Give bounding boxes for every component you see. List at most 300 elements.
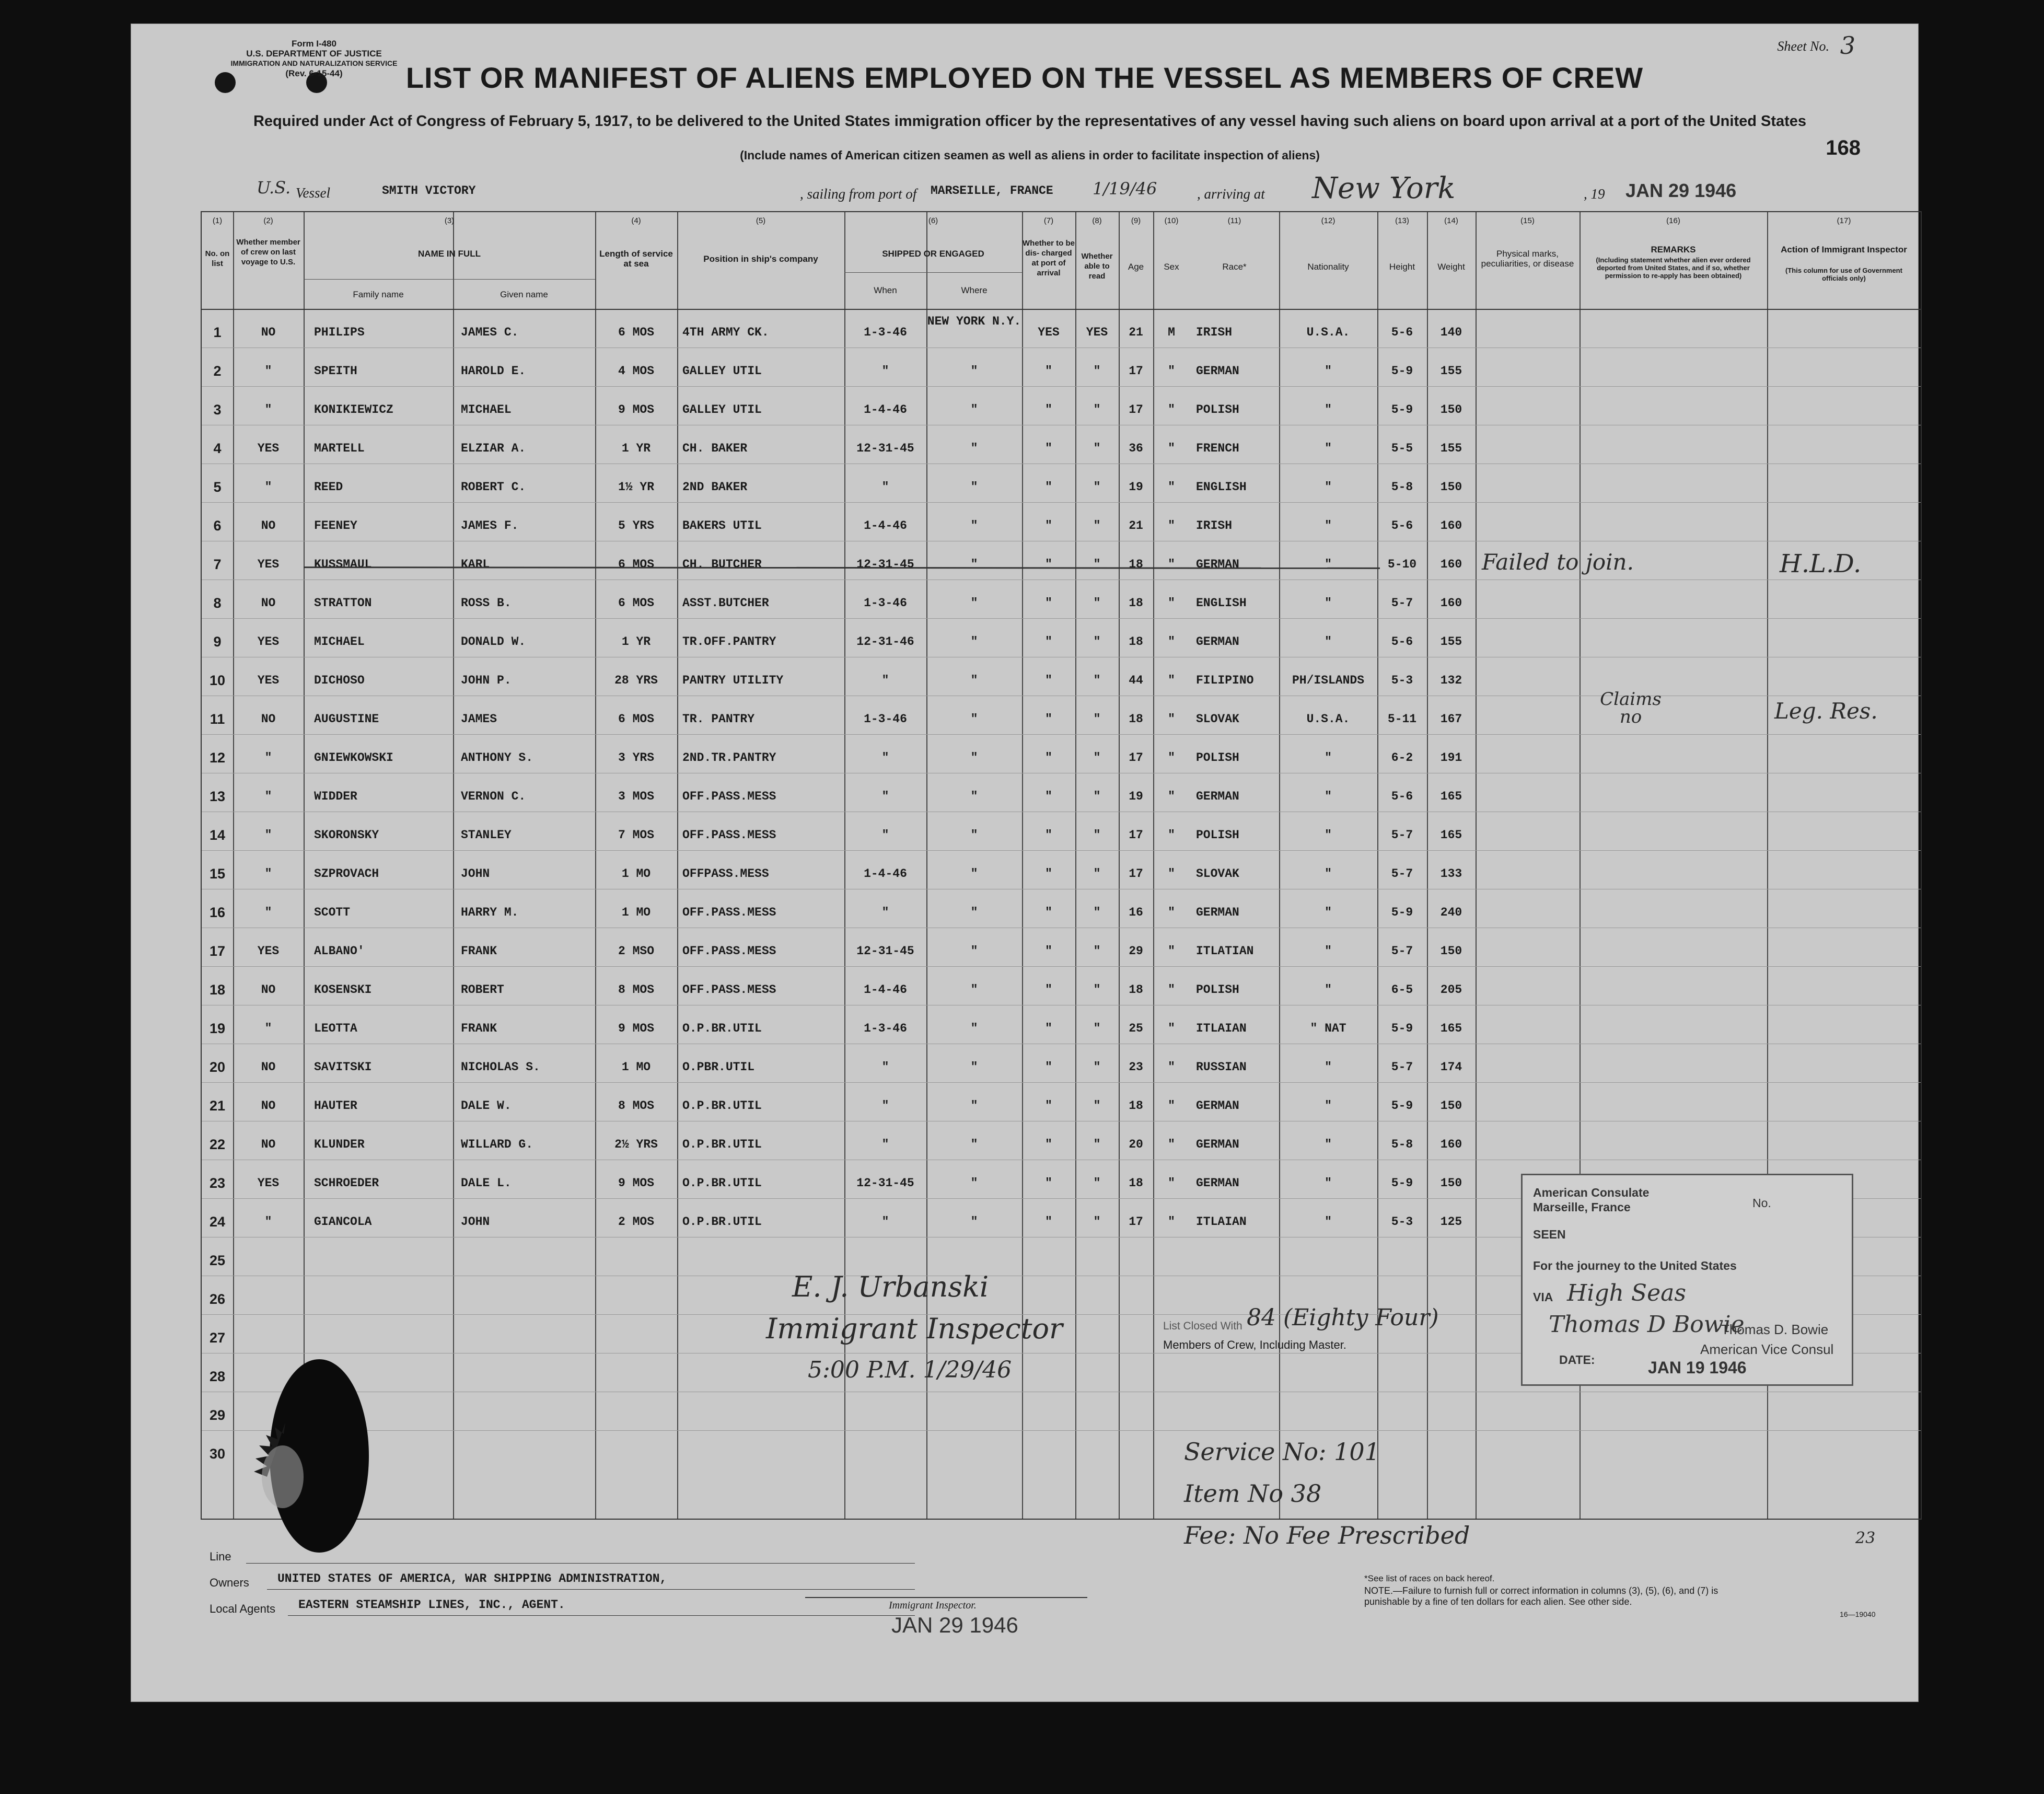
- cell-ht: 5-7: [1391, 867, 1413, 881]
- cell-length: 1 MO: [621, 867, 651, 881]
- cell-race: SLOVAK: [1196, 712, 1239, 726]
- cell-when: ": [881, 480, 889, 494]
- row-number: 16: [209, 905, 226, 920]
- cell-prev: NO: [261, 1099, 276, 1113]
- service: IMMIGRATION AND NATURALIZATION SERVICE: [230, 59, 398, 67]
- cell-read: ": [1093, 712, 1101, 726]
- cell-read: ": [1093, 442, 1101, 455]
- consulate-stamp: [1521, 1174, 1853, 1386]
- cell-prev: YES: [257, 442, 280, 455]
- cell-prev: ": [264, 403, 272, 416]
- cell-age: 19: [1129, 480, 1143, 494]
- inspector-date-stamp: JAN 29 1946: [891, 1613, 1018, 1637]
- row-number: 11: [210, 711, 225, 727]
- cell-wt: 150: [1440, 480, 1462, 494]
- cell-race: GERMAN: [1196, 1138, 1239, 1151]
- sheet-label: Sheet No.: [1777, 39, 1829, 54]
- cell-read: ": [1093, 983, 1101, 997]
- cell-disch: ": [1045, 596, 1052, 610]
- cell-read: ": [1093, 1022, 1101, 1035]
- hdr-position: Position in ship's company: [703, 254, 818, 264]
- vessel-label: Vessel: [296, 185, 330, 201]
- row-number: 4: [213, 441, 222, 456]
- cell-where: ": [970, 983, 978, 997]
- cell-when: ": [881, 906, 889, 919]
- cell-ht: 5-6: [1391, 326, 1413, 339]
- cell-wt: 240: [1440, 906, 1462, 919]
- cell-ht: 5-9: [1391, 403, 1413, 416]
- cell-read: ": [1093, 867, 1101, 881]
- hdr-height: Height: [1389, 262, 1415, 272]
- cell-family: REED: [314, 480, 343, 494]
- cell-ht: 5-8: [1391, 480, 1413, 494]
- cell-given: JAMES C.: [461, 326, 519, 339]
- cell-sex: ": [1168, 867, 1175, 881]
- cell-family: MICHAEL: [314, 635, 365, 649]
- cell-when: 1-3-46: [864, 712, 907, 726]
- cell-race: POLISH: [1196, 403, 1239, 416]
- cell-where: ": [970, 944, 978, 958]
- cell-nat: ": [1325, 828, 1332, 842]
- cell-length: 2 MOS: [618, 1215, 654, 1229]
- cell-read: ": [1093, 751, 1101, 765]
- cell-disch: ": [1045, 635, 1052, 649]
- cell-disch: ": [1045, 1176, 1052, 1190]
- cell-race: GERMAN: [1196, 1099, 1239, 1113]
- cell-ht: 5-9: [1391, 1176, 1413, 1190]
- cell-given: KARL: [461, 558, 490, 571]
- col-num: (12): [1321, 216, 1335, 225]
- row-number: 5: [213, 479, 222, 495]
- cell-sex: ": [1168, 442, 1175, 455]
- row-number: 14: [209, 827, 226, 843]
- col-num: (2): [263, 216, 273, 225]
- cell-where: ": [970, 674, 978, 687]
- cell-length: 9 MOS: [618, 1022, 654, 1035]
- cell-wt: 150: [1440, 403, 1462, 416]
- cell-when: ": [881, 674, 889, 687]
- crew-count: 84 (Eighty Four): [1247, 1304, 1439, 1331]
- cell-family: SPEITH: [314, 364, 357, 378]
- form-number: Form I-480: [292, 39, 336, 49]
- cell-ht: 5-9: [1391, 906, 1413, 919]
- cell-sex: ": [1168, 519, 1175, 533]
- cell-given: ROBERT C.: [461, 480, 526, 494]
- cell-ht: 5-7: [1391, 944, 1413, 958]
- cell-given: JOHN: [461, 1215, 490, 1229]
- cell-given: HARRY M.: [461, 906, 519, 919]
- cell-position: OFF.PASS.MESS: [682, 983, 776, 997]
- cell-ht: 5-10: [1387, 558, 1417, 571]
- cell-when: 1-4-46: [864, 403, 907, 416]
- cell-family: AUGUSTINE: [314, 712, 379, 726]
- cell-family: SZPROVACH: [314, 867, 379, 881]
- hdr-given-name: Given name: [500, 290, 548, 299]
- vessel-name: SMITH VICTORY: [382, 184, 476, 198]
- cell-ht: 5-11: [1387, 712, 1417, 726]
- revision: (Rev. 6-15-44): [285, 68, 343, 78]
- col-num: (8): [1092, 216, 1102, 225]
- cell-sex: ": [1168, 751, 1175, 765]
- cell-sex: ": [1168, 1176, 1175, 1190]
- cell-race: GERMAN: [1196, 558, 1239, 571]
- cell-nat: U.S.A.: [1306, 712, 1350, 726]
- cell-race: GERMAN: [1196, 635, 1239, 649]
- cell-prev: ": [264, 828, 272, 842]
- cell-when: ": [881, 364, 889, 378]
- cell-age: 18: [1129, 596, 1143, 610]
- row-number: 24: [209, 1214, 226, 1230]
- cell-when: 12-31-45: [856, 1176, 914, 1190]
- cell-read: ": [1093, 828, 1101, 842]
- cell-length: 3 MOS: [618, 790, 654, 803]
- cell-read: ": [1093, 1176, 1101, 1190]
- cell-race: IRISH: [1196, 519, 1233, 533]
- cell-when: 1-3-46: [864, 1022, 907, 1035]
- cell-when: ": [881, 1138, 889, 1151]
- row-number: 21: [209, 1098, 226, 1114]
- cell-given: STANLEY: [461, 828, 512, 842]
- consulate-journey: For the journey to the United States: [1533, 1259, 1737, 1272]
- cell-position: OFF.PASS.MESS: [682, 790, 776, 803]
- hdr-whether-member: Whether member of crew on last voyage to U.S.: [236, 238, 300, 267]
- sailing-label: , sailing from port of: [800, 186, 917, 202]
- cell-disch: ": [1045, 906, 1052, 919]
- cell-given: JAMES F.: [461, 519, 519, 533]
- cell-age: 18: [1129, 1099, 1143, 1113]
- cell-given: DALE L.: [461, 1176, 512, 1190]
- cell-length: 1 MO: [621, 906, 651, 919]
- subnote: (Include names of American citizen seamen as well as aliens in order to facilitate inspection of aliens): [740, 148, 1320, 162]
- cell-age: 17: [1129, 364, 1143, 378]
- cell-family: WIDDER: [314, 790, 357, 803]
- cell-where: ": [970, 867, 978, 881]
- cell-when: ": [881, 1099, 889, 1113]
- cell-sex: ": [1168, 364, 1175, 378]
- cell-read: ": [1093, 403, 1101, 416]
- cell-nat: ": [1325, 558, 1332, 571]
- cell-length: 8 MOS: [618, 983, 654, 997]
- cell-family: KUSSMAUL: [314, 558, 372, 571]
- cell-age: 17: [1129, 1215, 1143, 1229]
- cell-disch: ": [1045, 558, 1052, 571]
- agents-label: Local Agents: [210, 1602, 275, 1615]
- cell-nat: ": [1325, 635, 1332, 649]
- col-num: (17): [1837, 216, 1851, 225]
- form-code: 16—19040: [1840, 1610, 1876, 1618]
- inspector-time: 5:00 P.M. 1/29/46: [808, 1357, 1012, 1383]
- cell-length: 5 YRS: [618, 519, 654, 533]
- cell-wt: 205: [1440, 983, 1462, 997]
- cell-nat: PH/ISLANDS: [1292, 674, 1365, 687]
- cell-where: ": [970, 364, 978, 378]
- us-mark: U.S.: [257, 178, 291, 198]
- arriving-label: , arriving at: [1197, 186, 1265, 202]
- cell-age: 29: [1129, 944, 1143, 958]
- cell-where: ": [970, 906, 978, 919]
- cell-where: NEW YORK N.Y.: [927, 315, 1021, 328]
- fee-note: Fee: No Fee Prescribed: [1184, 1521, 1470, 1549]
- row-number: 30: [209, 1446, 226, 1462]
- cell-length: 3 YRS: [618, 751, 654, 765]
- cell-read: ": [1093, 1215, 1101, 1229]
- cell-ht: 5-9: [1391, 364, 1413, 378]
- cell-given: FRANK: [461, 944, 497, 958]
- cell-length: 2 MSO: [618, 944, 654, 958]
- cell-race: ENGLISH: [1196, 480, 1247, 494]
- row-number: 13: [209, 789, 226, 804]
- cell-nat: ": [1325, 364, 1332, 378]
- cell-age: 17: [1129, 867, 1143, 881]
- cell-age: 18: [1129, 983, 1143, 997]
- cell-sex: ": [1168, 828, 1175, 842]
- cell-age: 17: [1129, 751, 1143, 765]
- cell-position: 2ND BAKER: [682, 480, 748, 494]
- cell-wt: 125: [1440, 1215, 1462, 1229]
- col-num: (7): [1043, 216, 1054, 225]
- cell-disch: ": [1045, 674, 1052, 687]
- claims-note: Claims no: [1600, 689, 1662, 727]
- cell-wt: 167: [1440, 712, 1462, 726]
- cell-disch: ": [1045, 480, 1052, 494]
- cell-prev: NO: [261, 1060, 276, 1074]
- cell-given: ELZIAR A.: [461, 442, 526, 455]
- cell-where: ": [970, 1060, 978, 1074]
- cell-read: ": [1093, 1060, 1101, 1074]
- cell-where: ": [970, 1138, 978, 1151]
- hdr-weight: Weight: [1437, 262, 1465, 272]
- cell-prev: NO: [261, 1138, 276, 1151]
- cell-prev: NO: [261, 326, 276, 339]
- page-number: 168: [1826, 136, 1861, 159]
- cell-disch: ": [1045, 1060, 1052, 1074]
- cell-prev: ": [264, 364, 272, 378]
- cell-family: SCOTT: [314, 906, 351, 919]
- manifest-sheet: [131, 24, 1919, 1702]
- hld-note: H.L.D.: [1780, 549, 1862, 578]
- cell-race: GERMAN: [1196, 364, 1239, 378]
- cell-nat: ": [1325, 442, 1332, 455]
- cell-ht: 5-6: [1391, 790, 1413, 803]
- cell-wt: 150: [1440, 944, 1462, 958]
- cell-read: ": [1093, 1099, 1101, 1113]
- cell-sex: ": [1168, 596, 1175, 610]
- cell-read: ": [1093, 480, 1101, 494]
- cell-race: GERMAN: [1196, 906, 1239, 919]
- cell-sex: ": [1168, 1138, 1175, 1151]
- cell-wt: 150: [1440, 1099, 1462, 1113]
- cell-disch: ": [1045, 364, 1052, 378]
- cell-given: NICHOLAS S.: [461, 1060, 540, 1074]
- cell-disch: ": [1045, 1022, 1052, 1035]
- cell-race: POLISH: [1196, 751, 1239, 765]
- cell-disch: ": [1045, 867, 1052, 881]
- cell-length: 6 MOS: [618, 558, 654, 571]
- row-number: 17: [209, 943, 226, 959]
- cell-length: 6 MOS: [618, 326, 654, 339]
- cell-given: MICHAEL: [461, 403, 512, 416]
- hdr-race: Race*: [1222, 262, 1247, 272]
- cell-disch: ": [1045, 751, 1052, 765]
- inspector-label: Immigrant Inspector.: [889, 1600, 977, 1611]
- cell-race: IRISH: [1196, 326, 1233, 339]
- cell-family: GIANCOLA: [314, 1215, 372, 1229]
- sheet-number: 3: [1840, 31, 1855, 60]
- cell-length: 9 MOS: [618, 1176, 654, 1190]
- cell-where: ": [970, 480, 978, 494]
- cell-sex: ": [1168, 1060, 1175, 1074]
- row-number: 22: [209, 1137, 226, 1152]
- cell-family: HAUTER: [314, 1099, 357, 1113]
- cell-race: SLOVAK: [1196, 867, 1239, 881]
- race-note: *See list of races on back hereof.: [1364, 1573, 1495, 1583]
- cell-prev: YES: [257, 1176, 280, 1190]
- cell-where: ": [970, 1176, 978, 1190]
- cell-ht: 5-5: [1391, 442, 1413, 455]
- sailing-port: MARSEILLE, FRANCE: [931, 184, 1053, 198]
- crew-count-label: Members of Crew, Including Master.: [1163, 1338, 1346, 1351]
- cell-race: POLISH: [1196, 983, 1239, 997]
- cell-when: 1-3-46: [864, 326, 907, 339]
- cell-given: DALE W.: [461, 1099, 512, 1113]
- cell-nat: " NAT: [1310, 1022, 1346, 1035]
- cell-where: ": [970, 403, 978, 416]
- cell-wt: 150: [1440, 1176, 1462, 1190]
- cell-prev: ": [264, 867, 272, 881]
- cell-wt: 160: [1440, 596, 1462, 610]
- cell-family: SCHROEDER: [314, 1176, 379, 1190]
- cell-where: ": [970, 442, 978, 455]
- cell-where: ": [970, 828, 978, 842]
- cell-disch: ": [1045, 1099, 1052, 1113]
- hdr-nationality: Nationality: [1307, 262, 1349, 272]
- cell-given: JOHN: [461, 867, 490, 881]
- cell-nat: ": [1325, 1215, 1332, 1229]
- inspector-signature: E. J. Urbanski: [792, 1270, 989, 1303]
- cell-wt: 155: [1440, 442, 1462, 455]
- hdr-sex: Sex: [1164, 262, 1179, 272]
- cell-family: KLUNDER: [314, 1138, 365, 1151]
- cell-age: 23: [1129, 1060, 1143, 1074]
- cell-disch: ": [1045, 1138, 1052, 1151]
- cell-read: ": [1093, 906, 1101, 919]
- cell-sex: ": [1168, 1099, 1175, 1113]
- consulate-via-value: High Seas: [1567, 1280, 1686, 1306]
- col-num: (1): [212, 216, 223, 225]
- row-number: 8: [213, 595, 222, 611]
- cell-age: 16: [1129, 906, 1143, 919]
- consulate-via-label: VIA: [1533, 1290, 1553, 1304]
- cell-length: 1½ YR: [618, 480, 654, 494]
- item-no: Item No 38: [1184, 1479, 1322, 1508]
- corner-number: 23: [1855, 1529, 1876, 1547]
- cell-prev: YES: [257, 635, 280, 649]
- cell-disch: YES: [1038, 326, 1060, 339]
- cell-length: 7 MOS: [618, 828, 654, 842]
- cell-family: KOSENSKI: [314, 983, 372, 997]
- cell-sex: ": [1168, 403, 1175, 416]
- col-num: (16): [1666, 216, 1680, 225]
- row-number: 12: [209, 750, 226, 766]
- cell-prev: ": [264, 1022, 272, 1035]
- cell-prev: NO: [261, 983, 276, 997]
- cell-age: 25: [1129, 1022, 1143, 1035]
- arrival-date-stamp: JAN 29 1946: [1625, 180, 1737, 201]
- col-num: (15): [1520, 216, 1535, 225]
- cell-given: JOHN P.: [461, 674, 512, 687]
- cell-age: 20: [1129, 1138, 1143, 1151]
- cell-race: ITLAIAN: [1196, 1022, 1247, 1035]
- cell-nat: ": [1325, 519, 1332, 533]
- cell-when: ": [881, 790, 889, 803]
- cell-sex: ": [1168, 790, 1175, 803]
- cell-wt: 160: [1440, 1138, 1462, 1151]
- cell-length: 6 MOS: [618, 712, 654, 726]
- cell-length: 1 YR: [621, 442, 651, 455]
- cell-sex: ": [1168, 558, 1175, 571]
- cell-position: CH. BUTCHER: [682, 558, 762, 571]
- cell-race: RUSSIAN: [1196, 1060, 1247, 1074]
- cell-disch: ": [1045, 983, 1052, 997]
- cell-prev: ": [264, 751, 272, 765]
- cell-given: JAMES: [461, 712, 497, 726]
- hdr-able-read: Whether able to read: [1081, 252, 1113, 281]
- consulate-date: JAN 19 1946: [1648, 1358, 1747, 1377]
- cell-wt: 165: [1440, 790, 1462, 803]
- cell-disch: ": [1045, 790, 1052, 803]
- cell-prev: YES: [257, 944, 280, 958]
- cell-position: TR. PANTRY: [682, 712, 755, 726]
- cell-disch: ": [1045, 519, 1052, 533]
- cell-ht: 5-6: [1391, 635, 1413, 649]
- cell-ht: 6-2: [1391, 751, 1413, 765]
- row-number: 20: [209, 1059, 226, 1075]
- year-label: , 19: [1584, 186, 1605, 202]
- cell-age: 21: [1129, 519, 1143, 533]
- cell-wt: 155: [1440, 364, 1462, 378]
- cell-where: ": [970, 596, 978, 610]
- cell-nat: ": [1325, 790, 1332, 803]
- cell-sex: ": [1168, 480, 1175, 494]
- consulate-line1: American Consulate: [1533, 1186, 1650, 1199]
- cell-given: WILLARD G.: [461, 1138, 533, 1151]
- cell-length: 6 MOS: [618, 596, 654, 610]
- cell-age: 17: [1129, 403, 1143, 416]
- cell-prev: NO: [261, 596, 276, 610]
- cell-read: ": [1093, 519, 1101, 533]
- page-title: LIST OR MANIFEST OF ALIENS EMPLOYED ON THE VESSEL AS MEMBERS OF CREW: [405, 61, 1644, 94]
- cell-family: GNIEWKOWSKI: [314, 751, 393, 765]
- cell-race: FRENCH: [1196, 442, 1239, 455]
- cell-nat: ": [1325, 1176, 1332, 1190]
- cell-where: ": [970, 712, 978, 726]
- cell-position: O.P.BR.UTIL: [682, 1215, 762, 1229]
- cell-prev: ": [264, 480, 272, 494]
- cell-position: PANTRY UTILITY: [682, 674, 784, 687]
- cell-prev: YES: [257, 558, 280, 571]
- consul-name: Thomas D. Bowie: [1721, 1322, 1829, 1337]
- cell-prev: ": [264, 1215, 272, 1229]
- col-num: (14): [1444, 216, 1458, 225]
- cell-position: CH. BAKER: [682, 442, 748, 455]
- cell-nat: ": [1325, 1060, 1332, 1074]
- row-number: 25: [209, 1253, 226, 1268]
- cell-family: DICHOSO: [314, 674, 365, 687]
- hdr-remarks-note: (Including statement whether alien ever ordered deported from United States, and if so, whether permission to re-apply has been obtained): [1596, 256, 1751, 280]
- cell-read: ": [1093, 635, 1101, 649]
- owners-value: UNITED STATES OF AMERICA, WAR SHIPPING ADMINISTRATION,: [277, 1572, 667, 1585]
- hdr-action-note: (This column for use of Government officials only): [1785, 267, 1902, 282]
